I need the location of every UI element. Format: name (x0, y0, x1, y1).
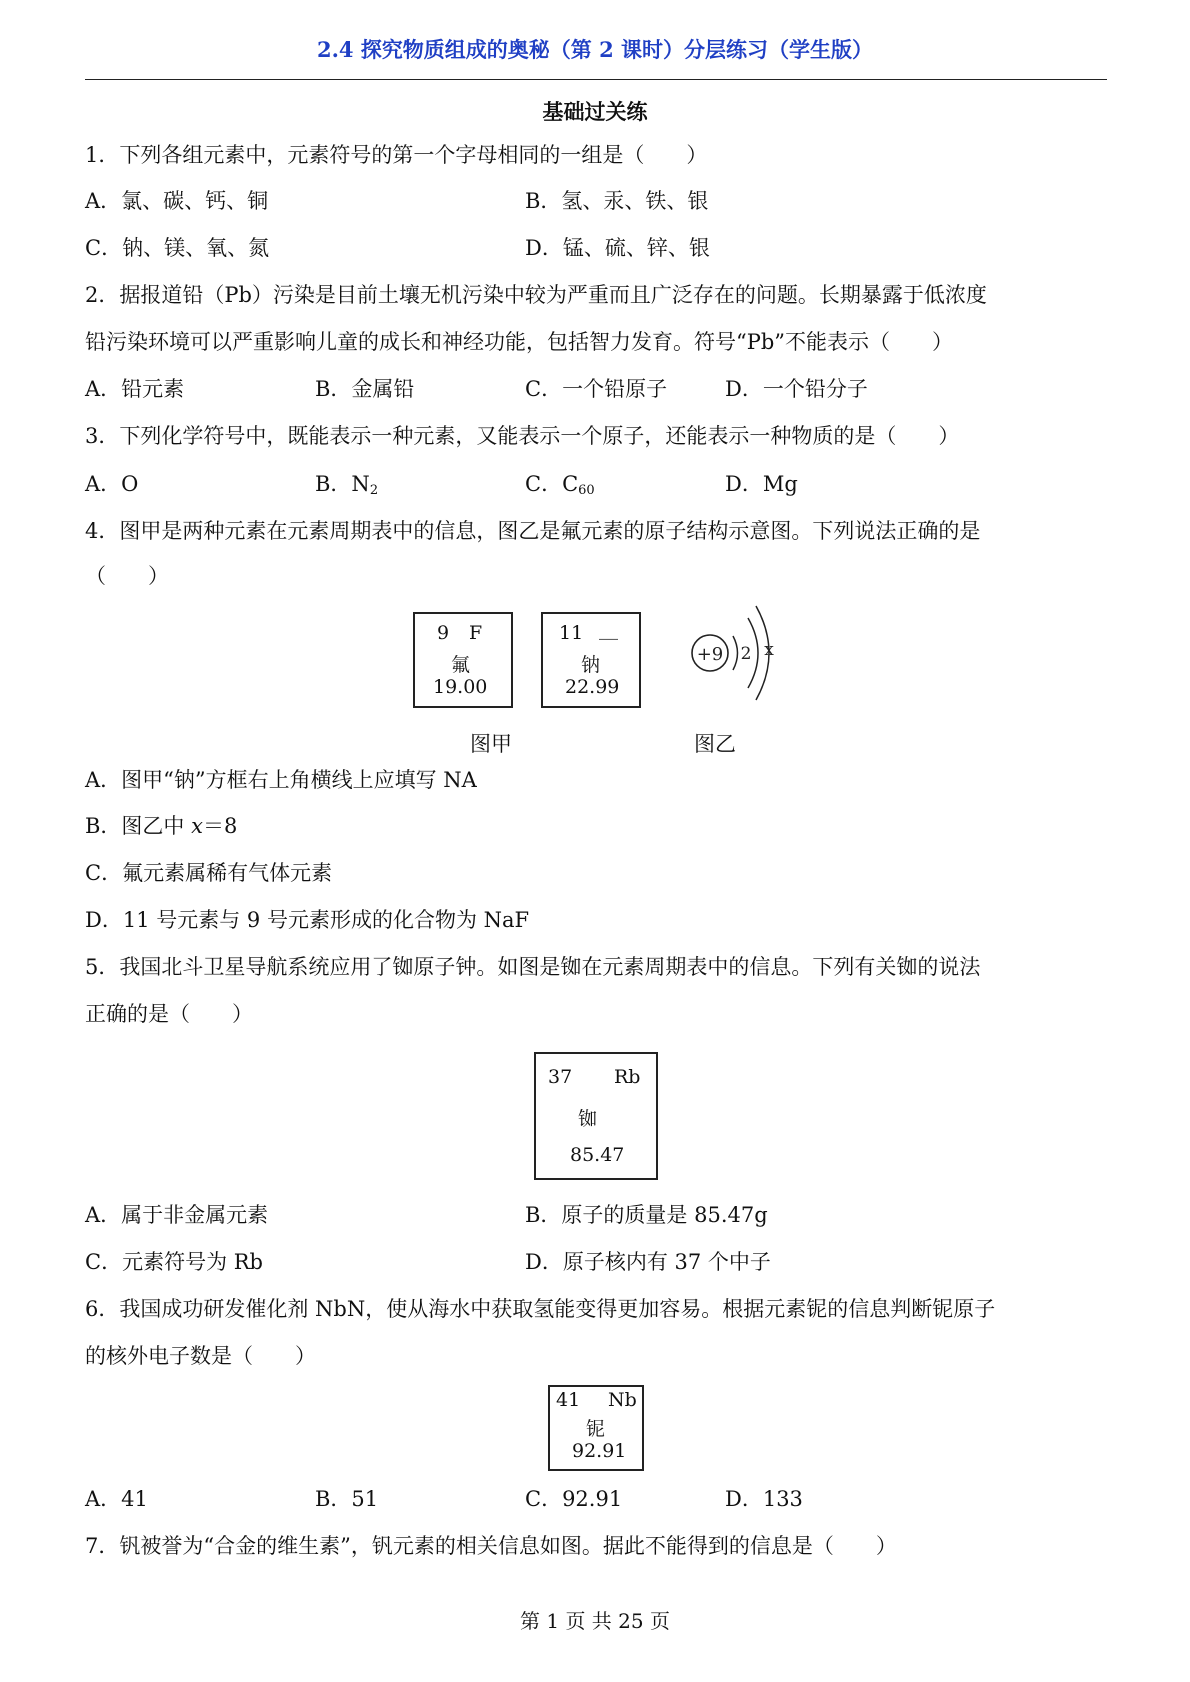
question-1-option-c: C．钠、镁、氧、氮 (85, 236, 270, 260)
question-2-option-a: A．铅元素 (85, 377, 185, 401)
question-3-option-b (315, 469, 378, 506)
question-5-option-d: D．原子核内有 37 个中子 (525, 1250, 771, 1274)
question-5-stem-line2: 正确的是（ ） (85, 1002, 253, 1026)
figure-b-caption: 图乙 (694, 732, 736, 756)
sodium-name: 钠 (581, 654, 601, 676)
sodium-atomic-mass: 22.99 (565, 676, 620, 698)
question-4-option-b (85, 811, 237, 841)
question-4-option-b-variable: x (191, 814, 203, 838)
question-4-option-b-value: ＝8 (202, 814, 238, 838)
question-5-option-b: B．原子的质量是 85.47g (525, 1203, 768, 1227)
question-4-option-c: C．氟元素属稀有气体元素 (85, 861, 333, 885)
electron-shell-1 (733, 636, 738, 670)
fluorine-atomic-number: 9 (437, 622, 450, 644)
atom-nucleus-charge: +9 (696, 644, 724, 665)
question-4-stem-line1: 4．图甲是两种元素在元素周期表中的信息，图乙是氟元素的原子结构示意图。下列说法正确的是 (85, 519, 981, 543)
question-5-stem-line1: 5．我国北斗卫星导航系统应用了铷原子钟。如图是铷在元素周期表中的信息。下列有关铷的说法 (85, 955, 981, 979)
question-3-option-c (525, 469, 595, 506)
question-6-option-c: C．92.91 (525, 1487, 623, 1511)
sodium-symbol-blank: __ (599, 618, 618, 640)
fluorine-atomic-mass: 19.00 (433, 676, 488, 698)
question-4-option-a: A．图甲“钠”方框右上角横线上应填写 NA (85, 768, 477, 792)
sodium-atomic-number: 11 (559, 622, 584, 644)
niobium-name: 铌 (586, 1418, 606, 1440)
question-3-option-b-text: B．N (315, 472, 370, 496)
fluorine-atom-diagram (680, 598, 790, 708)
niobium-atomic-number: 41 (556, 1389, 581, 1411)
header-divider (85, 79, 1107, 80)
question-3-option-a: A．O (85, 472, 139, 496)
niobium-symbol: Nb (608, 1389, 637, 1411)
question-6-option-d: D．133 (725, 1487, 803, 1511)
question-2-option-d: D．一个铅分子 (725, 377, 868, 401)
question-6-stem-line2: 的核外电子数是（ ） (85, 1344, 316, 1368)
question-2-stem-line1: 2．据报道铅（Pb）污染是目前土壤无机污染中较为严重而且广泛存在的问题。长期暴露于低浓度 (85, 283, 987, 307)
question-3-stem: 3．下列化学符号中，既能表示一种元素，又能表示一个原子，还能表示一种物质的是（ ） (85, 424, 960, 448)
rubidium-name: 铷 (578, 1108, 598, 1130)
rubidium-symbol: Rb (614, 1066, 641, 1088)
figure-a-caption: 图甲 (470, 732, 512, 756)
question-1-option-d: D．锰、硫、锌、银 (525, 236, 710, 260)
question-3-option-c-text: C．C (525, 472, 579, 496)
question-2-option-c: C．一个铅原子 (525, 377, 668, 401)
question-6-stem-line1: 6．我国成功研发催化剂 NbN，使从海水中获取氢能变得更加容易。根据元素铌的信息判断铌原子 (85, 1297, 996, 1321)
question-1-stem: 1．下列各组元素中，元素符号的第一个字母相同的一组是（ ） (85, 143, 708, 167)
question-2-stem-line2: 铅污染环境可以严重影响儿童的成长和神经功能，包括智力发育。符号“Pb”不能表示（ ） (85, 330, 954, 354)
question-3-option-c-subscript: 60 (578, 483, 595, 498)
rubidium-atomic-mass: 85.47 (570, 1144, 625, 1166)
question-2-option-b: B．金属铅 (315, 377, 415, 401)
element-tile-sodium (541, 612, 641, 708)
question-7-stem: 7．钒被誉为“合金的维生素”，钒元素的相关信息如图。据此不能得到的信息是（ ） (85, 1534, 897, 1558)
document-title: 2.4 探究物质组成的奥秘（第 2 课时）分层练习（学生版） (316, 37, 874, 62)
question-4-option-d: D．11 号元素与 9 号元素形成的化合物为 NaF (85, 908, 530, 932)
shell-2-electrons: x (764, 640, 774, 660)
element-tile-niobium (548, 1385, 644, 1471)
question-4-stem-line2: （ ） (85, 564, 169, 588)
question-3-option-d: D．Mg (725, 472, 798, 496)
page-footer: 第 1 页 共 25 页 (520, 1609, 670, 1633)
niobium-atomic-mass: 92.91 (572, 1440, 627, 1462)
section-title: 基础过关练 (542, 99, 648, 124)
question-4-option-b-text: B．图乙中 (85, 814, 192, 838)
fluorine-symbol: F (469, 622, 483, 644)
question-5-option-c: C．元素符号为 Rb (85, 1250, 263, 1274)
element-tile-fluorine (413, 612, 513, 708)
question-6-option-b: B．51 (315, 1487, 379, 1511)
question-1-option-b: B．氢、汞、铁、银 (525, 189, 709, 213)
element-tile-rubidium (534, 1052, 658, 1180)
question-5-option-a: A．属于非金属元素 (85, 1203, 269, 1227)
shell-1-electrons: 2 (740, 644, 752, 664)
fluorine-name: 氟 (451, 654, 471, 676)
question-3-option-b-subscript: 2 (369, 483, 379, 498)
question-6-option-a: A．41 (85, 1487, 148, 1511)
rubidium-atomic-number: 37 (548, 1066, 573, 1088)
question-1-option-a: A．氯、碳、钙、铜 (85, 189, 269, 213)
